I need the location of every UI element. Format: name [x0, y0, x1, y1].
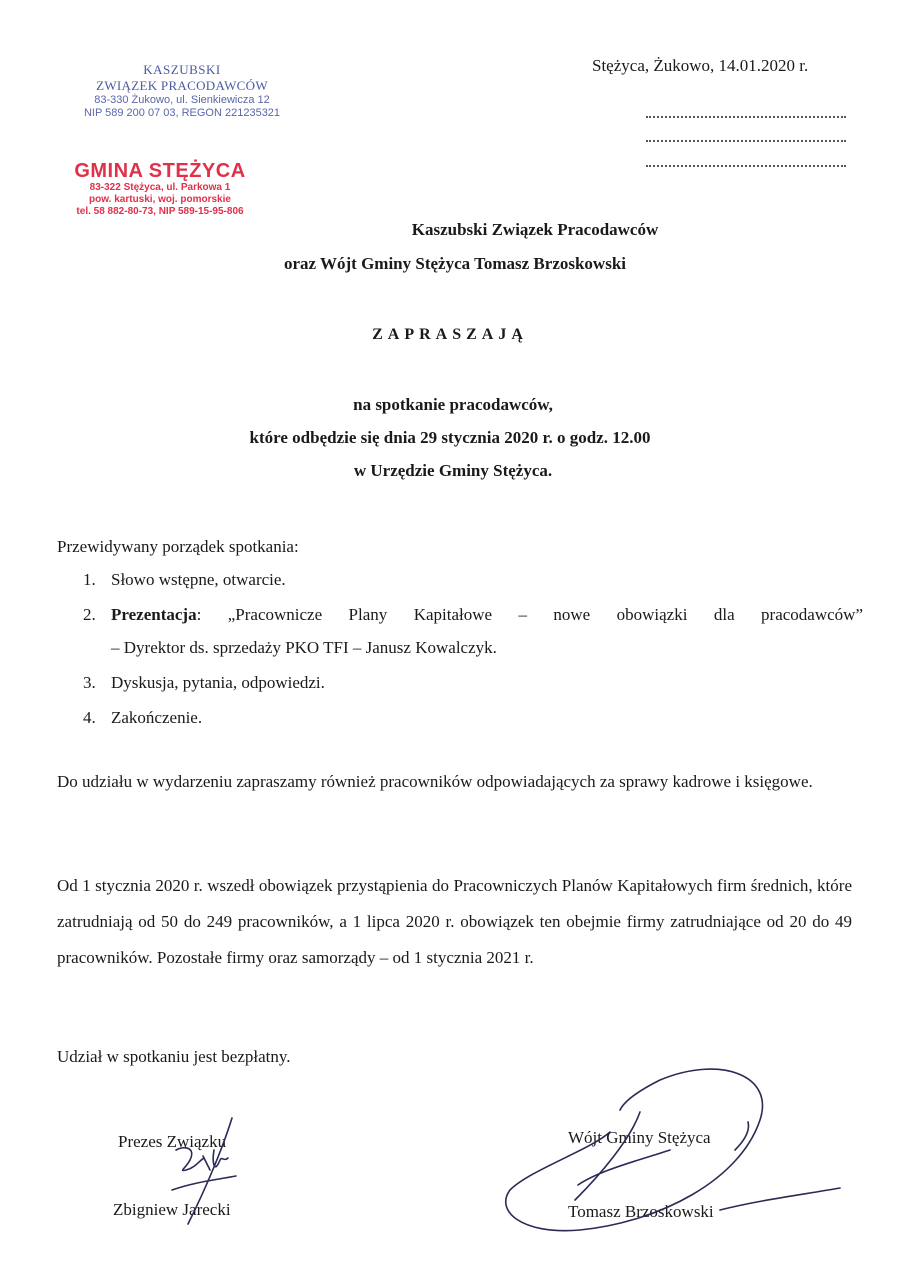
paragraph-free-entry: Udział w spotkaniu jest bezpłatny.: [57, 1047, 291, 1066]
address-dotted-line-1: [646, 116, 846, 118]
signature-right-role: Wójt Gminy Stężyca: [568, 1128, 711, 1147]
agenda-item: [83, 563, 863, 596]
municipality-stamp-contact: tel. 58 882-80-73, NIP 589-15-95-806: [76, 206, 244, 217]
place-date: Stężyca, Żukowo, 14.01.2020 r.: [592, 56, 809, 75]
invitation-line-1: na spotkanie pracodawców,: [353, 395, 553, 414]
address-dotted-line-2: [646, 140, 846, 142]
paragraph-invitees: Do udziału w wydarzeniu zapraszamy również pracowników odpowiadających za sprawy kadrowe i księgowe.: [57, 772, 813, 791]
agenda-item-number: 3.: [83, 673, 96, 692]
heading-invite: ZAPRASZAJĄ: [372, 326, 528, 343]
invitation-line-3: w Urzędzie Gminy Stężyca.: [353, 461, 553, 480]
paragraph-ppk-info: Od 1 stycznia 2020 r. wszedł obowiązek przystąpienia do Pracowniczych Planów Kapitałowych firm średnich, które zatrudniają od 50 do 249 pracowników, a 1 lipca 2020 r. obowiązek ten obejmie firmy zatrudniające od 20 do 49 pracowników. Pozostałe firmy oraz samorządy – od 1 stycznia 2021 r.: [57, 876, 852, 967]
agenda-item-bold-label: Prezentacja: [111, 605, 197, 624]
agenda-item-text: Dyskusja, pytania, odpowiedzi.: [111, 673, 325, 692]
agenda-item: [83, 666, 863, 699]
agenda-intro: Przewidywany porządek spotkania:: [57, 537, 299, 556]
union-stamp-ids: NIP 589 200 07 03, REGON 221235321: [83, 107, 281, 119]
agenda-item: [83, 598, 863, 664]
signature-right-name: Tomasz Brzoskowski: [568, 1202, 714, 1221]
municipality-stamp: [60, 160, 260, 218]
agenda-item-continuation: – Dyrektor ds. sprzedaży PKO TFI – Janusz Kowalczyk.: [111, 638, 497, 657]
signature-left-name: Zbigniew Jarecki: [113, 1200, 231, 1219]
agenda-item-text: Słowo wstępne, otwarcie.: [111, 570, 286, 589]
signature-left-role: Prezes Związku: [118, 1132, 227, 1151]
agenda-item-presentation: [111, 598, 863, 631]
invitation-line-2: które odbędzie się dnia 29 stycznia 2020 r. o godz. 12.00: [249, 428, 651, 447]
union-stamp-line2: ZWIĄZEK PRACODAWCÓW: [96, 78, 268, 93]
agenda-item-number: 1.: [83, 570, 96, 589]
heading-organizer-2: oraz Wójt Gminy Stężyca Tomasz Brzoskowski: [283, 254, 627, 273]
agenda-list: [83, 563, 863, 736]
union-stamp: [72, 62, 292, 120]
agenda-item: [83, 701, 863, 734]
address-dotted-line-3: [646, 165, 846, 167]
heading-organizer-1: Kaszubski Związek Pracodawców: [411, 220, 659, 239]
agenda-item-number: 2.: [83, 605, 96, 624]
agenda-item-text: : „Pracownicze Plany Kapitałowe – nowe obowiązki dla pracodawców”: [196, 605, 863, 624]
municipality-stamp-address: 83-322 Stężyca, ul. Parkowa 1: [89, 182, 231, 193]
municipality-stamp-name: GMINA STĘŻYCA: [74, 160, 246, 182]
union-stamp-line1: KASZUBSKI: [143, 62, 221, 77]
municipality-stamp-region: pow. kartuski, woj. pomorskie: [89, 194, 231, 205]
agenda-item-number: 4.: [83, 708, 96, 727]
agenda-item-text: Zakończenie.: [111, 708, 203, 727]
union-stamp-address: 83-330 Żukowo, ul. Sienkiewicza 12: [94, 94, 270, 106]
